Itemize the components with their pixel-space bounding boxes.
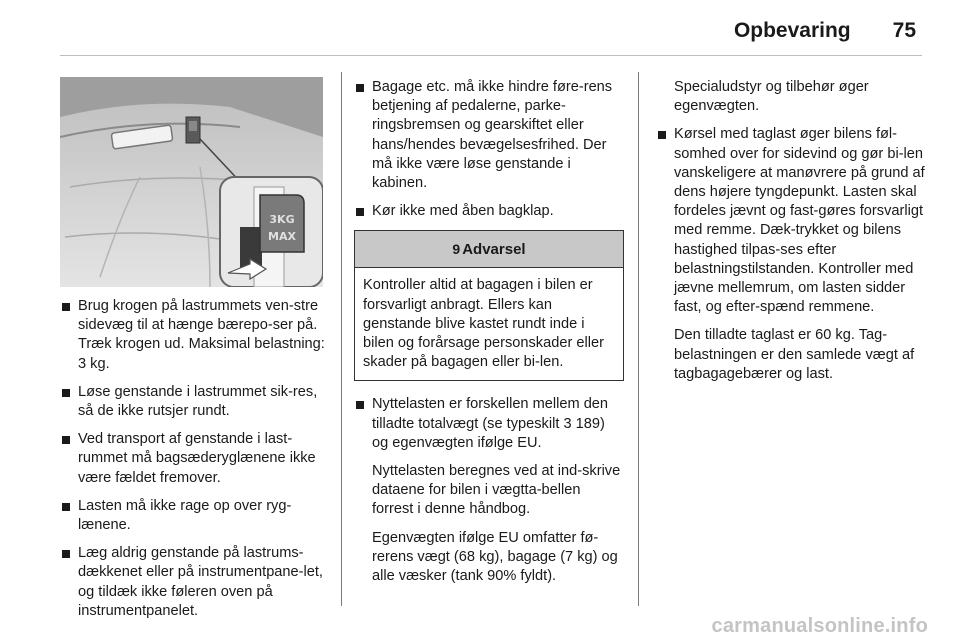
list-item: Kør ikke med åben bagklap. (354, 202, 624, 221)
list-item: Lasten må ikke rage op over ryg-lænene. (60, 497, 328, 535)
page-header (734, 14, 916, 48)
paragraph: Egenvægten ifølge EU omfatter fø-rerens vægt (68 kg), bagage (7 kg) og alle væsker (tank 90% fyldt). (372, 529, 618, 585)
column-divider (341, 72, 342, 606)
list-item (354, 395, 624, 453)
column-divider (638, 72, 639, 606)
luggage-hook-illustration (60, 77, 323, 287)
warning-box (354, 230, 624, 381)
list-item: Bagage etc. må ikke hindre føre-rens betjening af pedalerne, parke-ringsbremsen og gearskiftet eller hans/hendes bevægelsesfrihed. Der må ikke være løse genstande i kabinen. (354, 78, 624, 193)
header-rule (60, 55, 922, 56)
page-reference-icon[interactable]: 3 (563, 415, 572, 432)
paragraph: Den tilladte taglast er 60 kg. Tag-belastningen er den samlede vægt af tagbagagebærer og last. (674, 327, 915, 382)
warning-header (355, 231, 623, 268)
hook-label-bottom: MAX (268, 230, 296, 243)
column-2 (354, 78, 624, 595)
column-3 (656, 78, 926, 393)
paragraph: Nyttelasten beregnes ved at ind-skrive dataene for bilen i vægtta-bellen forrest i denne håndbog. (372, 463, 621, 518)
list-item: Kørsel med taglast øger bilens føl-somhed over for sidevind og gør bi-len vanskeligere at manøvrere på grund af dens højere tyngdepunkt. Lasten skal fordeles jævnt og fast-gøres forsvarligt med remme. Dæk-trykket og bilens hastighed tilpas-ses efter belastningstilstanden. Kontroller med jævne mellemrum, om lasten sidder fast, og efter-spænd remmene. (656, 125, 926, 317)
watermark: carmanualsonline.info (711, 615, 928, 637)
warning-title: Advarsel (462, 240, 526, 258)
list-item: Brug krogen på lastrummets ven-stre sidevæg til at hænge bærepo-ser på. Træk krogen ud. Maksimal belastning: 3 kg. (60, 297, 328, 374)
page-number: 75 (892, 19, 916, 42)
hook-drawing (60, 77, 323, 287)
list-item: Løse genstande i lastrummet sik-res, så de ikke rutsjer rundt. (60, 383, 328, 421)
warning-triangle-icon: 9 (452, 240, 461, 257)
warning-text: Kontroller altid at bagagen i bilen er forsvarligt anbragt. Ellers kan genstande blive kastet rundt inde i bilen og forårsage personskader eller skader på bagagen eller bi-len. (363, 277, 604, 371)
payload-text-tail: 189) og egenvægten ifølge EU. (372, 415, 605, 451)
paragraph: Specialudstyr og tilbehør øger egenvægten. (674, 79, 869, 115)
payload-text: Nyttelasten er forskellen mellem den tilladte totalvægt (se typeskilt (372, 396, 609, 432)
list-item: Ved transport af genstande i last-rummet må bagsæderyglænene ikke være fældet fremover. (60, 430, 328, 488)
column-1 (60, 297, 328, 630)
list-item: Læg aldrig genstande på lastrums-dækkenet eller på instrumentpane-let, og tildæk ikke føleren oven på instrumentpanelet. (60, 544, 328, 621)
hook-label-top: 3KG (269, 213, 295, 226)
page-title: Opbevaring (733, 19, 851, 42)
